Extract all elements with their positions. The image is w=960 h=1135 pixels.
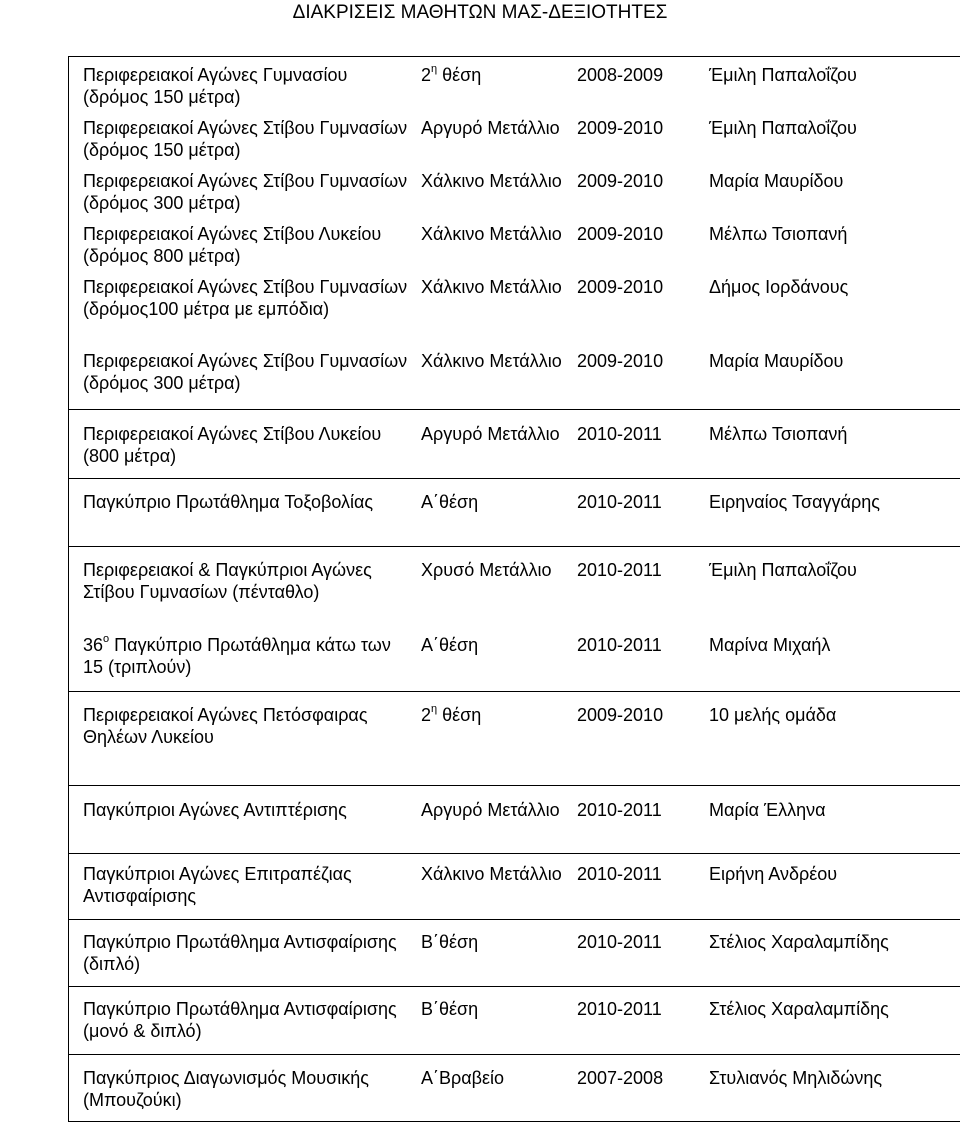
student-name-cell: Μέλπω Τσιοπανή xyxy=(709,224,848,244)
student-name-cell: Μέλπω Τσιοπανή xyxy=(709,424,848,444)
year-cell: 2008-2009 xyxy=(577,65,664,85)
year-cell: 2010-2011 xyxy=(577,864,662,884)
medal-cell: Χάλκινο Μετάλλιο xyxy=(421,277,562,297)
place-cell: Α΄θέση xyxy=(421,635,479,655)
medal-cell: Αργυρό Μετάλλιο xyxy=(421,424,560,444)
year-cell: 2010-2011 xyxy=(577,999,662,1019)
medal-cell: Αργυρό Μετάλλιο xyxy=(421,800,560,820)
competition-cell: Περιφερειακοί Αγώνες Στίβου Λυκείου (δρόμος 800 μέτρα) xyxy=(83,224,382,266)
competition-cell: Περιφερειακοί Αγώνες Στίβου Γυμνασίων (δρόμος 300 μέτρα) xyxy=(83,351,408,393)
row-divider xyxy=(69,785,960,786)
student-name-cell: Μαρίνα Μιχαήλ xyxy=(709,635,831,655)
place-cell: $2^\eta$ θέση xyxy=(421,703,482,725)
competition-cell: Παγκύπριο Πρωτάθλημα Τοξοβολίας xyxy=(83,492,374,512)
year-cell: 2009-2010 xyxy=(577,277,664,297)
row-divider xyxy=(69,853,960,854)
year-cell: 2010-2011 xyxy=(577,492,662,512)
student-name-cell: 10 μελής ομάδα xyxy=(709,705,837,725)
year-cell: 2009-2010 xyxy=(577,705,664,725)
row-divider xyxy=(69,986,960,987)
year-cell: 2009-2010 xyxy=(577,351,664,371)
competition-cell: Παγκύπριο Πρωτάθλημα Αντισφαίρισης (μονό & διπλό) xyxy=(83,999,397,1041)
competition-cell: Παγκύπριος Διαγωνισμός Μουσικής (Μπουζούκι) xyxy=(83,1068,369,1110)
page-title: ΔΙΑΚΡΙΣΕΙΣ ΜΑΘΗΤΩΝ ΜΑΣ-ΔΕΞΙΟΤΗΤΕΣ xyxy=(292,2,668,23)
medal-cell: Αργυρό Μετάλλιο xyxy=(421,118,560,138)
competition-cell: $36^o$ Παγκύπριο Πρωτάθλημα κάτω των 15 (τριπλούν) xyxy=(83,633,391,677)
place-cell: Β΄θέση xyxy=(421,999,479,1019)
student-name-cell: Έμιλη Παπαλοΐζου xyxy=(709,118,857,138)
year-cell: 2007-2008 xyxy=(577,1068,664,1088)
competition-cell: Παγκύπριοι Αγώνες Επιτραπέζιας Αντισφαίρισης xyxy=(83,864,352,906)
competition-cell: Περιφερειακοί Αγώνες Στίβου Λυκείου (800 μέτρα) xyxy=(83,424,382,466)
student-name-cell: Μαρία Μαυρίδου xyxy=(709,351,844,371)
year-cell: 2010-2011 xyxy=(577,932,662,952)
student-name-cell: Έμιλη Παπαλοΐζου xyxy=(709,560,857,580)
competition-cell: Παγκύπριοι Αγώνες Αντιπτέρισης xyxy=(83,800,347,820)
year-cell: 2009-2010 xyxy=(577,171,664,191)
competition-cell: Παγκύπριο Πρωτάθλημα Αντισφαίρισης (διπλό) xyxy=(83,932,397,974)
year-cell: 2010-2011 xyxy=(577,424,662,444)
row-divider xyxy=(69,478,960,479)
student-name-cell: Έμιλη Παπαλοΐζου xyxy=(709,65,857,85)
medal-cell: Χάλκινο Μετάλλιο xyxy=(421,351,562,371)
row-divider xyxy=(69,1054,960,1055)
competition-cell: Περιφερειακοί & Παγκύπριοι Αγώνες Στίβου Γυμνασίων (πένταθλο) xyxy=(83,560,372,602)
competition-cell: Περιφερειακοί Αγώνες Στίβου Γυμνασίων (δρόμος100 μέτρα με εμπόδια) xyxy=(83,277,408,319)
awards-table xyxy=(68,56,960,1122)
row-divider xyxy=(69,919,960,920)
medal-cell: Χρυσό Μετάλλιο xyxy=(421,560,552,580)
student-name-cell: Μαρία Έλληνα xyxy=(709,800,826,820)
place-cell: Β΄θέση xyxy=(421,932,479,952)
student-name-cell: Στυλιανός Μηλιδώνης xyxy=(709,1068,883,1088)
row-divider xyxy=(69,691,960,692)
year-cell: 2009-2010 xyxy=(577,118,664,138)
competition-cell: Περιφερειακοί Αγώνες Στίβου Γυμνασίων (δρόμος 150 μέτρα) xyxy=(83,118,408,160)
medal-cell: Χάλκινο Μετάλλιο xyxy=(421,864,562,884)
competition-cell: Περιφερειακοί Αγώνες Πετόσφαιρας Θηλέων Λυκείου xyxy=(83,705,368,747)
competition-cell: Περιφερειακοί Αγώνες Γυμνασίου (δρόμος 150 μέτρα) xyxy=(83,65,348,107)
competition-cell: Περιφερειακοί Αγώνες Στίβου Γυμνασίων (δρόμος 300 μέτρα) xyxy=(83,171,408,213)
student-name-cell: Ειρήνη Ανδρέου xyxy=(709,864,838,884)
year-cell: 2010-2011 xyxy=(577,635,662,655)
year-cell: 2009-2010 xyxy=(577,224,664,244)
place-cell: Α΄Βραβείο xyxy=(421,1068,505,1088)
medal-cell: Χάλκινο Μετάλλιο xyxy=(421,224,562,244)
student-name-cell: Ειρηναίος Τσαγγάρης xyxy=(709,492,880,512)
student-name-cell: Δήμος Ιορδάνους xyxy=(709,277,849,297)
year-cell: 2010-2011 xyxy=(577,560,662,580)
place-cell: Α΄θέση xyxy=(421,492,479,512)
place-cell: $2^\eta$ θέση xyxy=(421,63,482,85)
year-cell: 2010-2011 xyxy=(577,800,662,820)
student-name-cell: Μαρία Μαυρίδου xyxy=(709,171,844,191)
row-divider xyxy=(69,409,960,410)
student-name-cell: Στέλιος Χαραλαμπίδης xyxy=(709,932,889,952)
row-divider xyxy=(69,546,960,547)
student-name-cell: Στέλιος Χαραλαμπίδης xyxy=(709,999,889,1019)
medal-cell: Χάλκινο Μετάλλιο xyxy=(421,171,562,191)
